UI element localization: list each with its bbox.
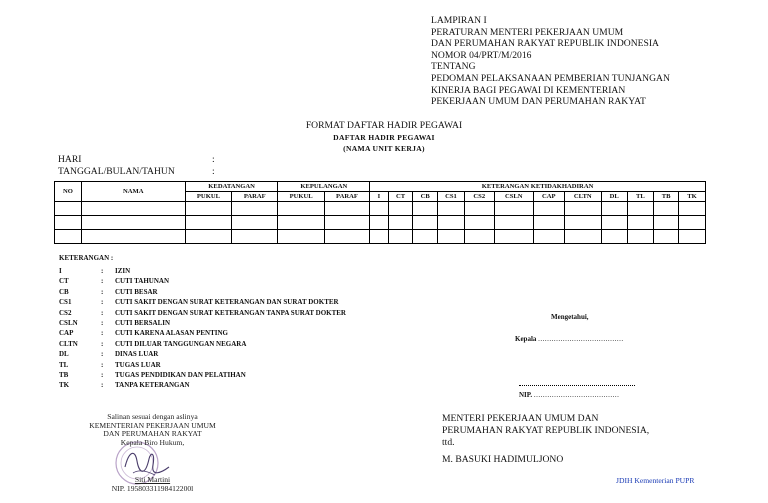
col-code: CAP [533, 192, 564, 202]
hari-colon: : [212, 154, 215, 165]
col-code: CLTN [564, 192, 601, 202]
col-no: NO [55, 182, 82, 202]
lampiran-line: PERATURAN MENTERI PEKERJAAN UMUM [431, 26, 624, 38]
attendance-table [54, 181, 706, 244]
keterangan-title: KETERANGAN : [59, 254, 114, 262]
salinan-block [75, 413, 230, 494]
col-keterangan: KETERANGAN KETIDAKHADIRAN [370, 182, 706, 192]
col-kepulangan: KEPULANGAN [278, 182, 370, 192]
format-title: FORMAT DAFTAR HADIR PEGAWAI [305, 120, 463, 131]
jdih-footer: JDIH Kementerian PUPR [616, 476, 695, 485]
salinan-line: Kepala Biro Hukum, [120, 437, 185, 447]
col-code: DL [601, 192, 627, 202]
tanggal-colon: : [212, 166, 215, 177]
col-code: CS1 [438, 192, 465, 202]
col-pukul: PUKUL [185, 192, 231, 202]
lampiran-line: KINERJA BAGI PEGAWAI DI KEMENTERIAN [431, 84, 626, 96]
col-kedatangan: KEDATANGAN [185, 182, 278, 192]
menteri-line: PERUMAHAN RAKYAT REPUBLIK INDONESIA, [442, 424, 650, 436]
salinan-nip: NIP. 19580331198412200l [111, 483, 194, 493]
salinan-line: DAN PERUMAHAN RAKYAT [103, 429, 202, 439]
col-code: CB [413, 192, 438, 202]
salinan-line: Salinan sesuai dengan aslinya [107, 412, 198, 421]
col-pukul: PUKUL [278, 192, 324, 202]
menteri-block [442, 413, 649, 466]
col-code: CSLN [494, 192, 533, 202]
lampiran-line: PEKERJAAN UMUM DAN PERUMAHAN RAKYAT [431, 96, 646, 108]
table-row [55, 230, 706, 244]
col-paraf: PARAF [324, 192, 369, 202]
salinan-line: KEMENTERIAN PEKERJAAN UMUM [89, 420, 216, 430]
nip-signature [519, 391, 619, 399]
col-code: TK [678, 192, 705, 202]
col-paraf: PARAF [232, 192, 278, 202]
nip-dots: ...................................... [533, 391, 620, 399]
tanggal-label: TANGGAL/BULAN/TAHUN [58, 166, 175, 177]
table-row [55, 216, 706, 230]
menteri-line: ttd. [442, 436, 455, 448]
daftar-title: DAFTAR HADIR PEGAWAI [333, 133, 435, 142]
nip-label: NIP. [519, 391, 533, 399]
col-code: TL [627, 192, 654, 202]
signature-line [519, 385, 635, 386]
hari-label: HARI [58, 154, 82, 165]
col-code: CT [388, 192, 413, 202]
col-nama: NAMA [81, 182, 185, 202]
lampiran-header [431, 15, 670, 108]
col-code: CS2 [464, 192, 494, 202]
table-row [55, 202, 706, 216]
lampiran-line: NOMOR 04/PRT/M/2016 [431, 49, 532, 61]
kepala-label: Kepala [515, 335, 537, 343]
mengetahui-label: Mengetahui, [551, 313, 589, 321]
menteri-name: M. BASUKI HADIMULJONO [442, 454, 564, 466]
kepala-dots: ...................................... [538, 335, 624, 343]
lampiran-line: PEDOMAN PELAKSANAAN PEMBERIAN TUNJANGAN [431, 72, 670, 84]
kepala-signature [515, 335, 624, 343]
unit-title: (NAMA UNIT KERJA) [343, 144, 425, 153]
lampiran-line: DAN PERUMAHAN RAKYAT REPUBLIK INDONESIA [431, 38, 659, 50]
lampiran-line: LAMPIRAN I [431, 15, 487, 26]
menteri-line: MENTERI PEKERJAAN UMUM DAN [442, 413, 599, 424]
salinan-name: Siti Martini [134, 475, 171, 485]
col-code: TB [654, 192, 679, 202]
lampiran-line: TENTANG [431, 61, 476, 73]
col-code: I [370, 192, 389, 202]
